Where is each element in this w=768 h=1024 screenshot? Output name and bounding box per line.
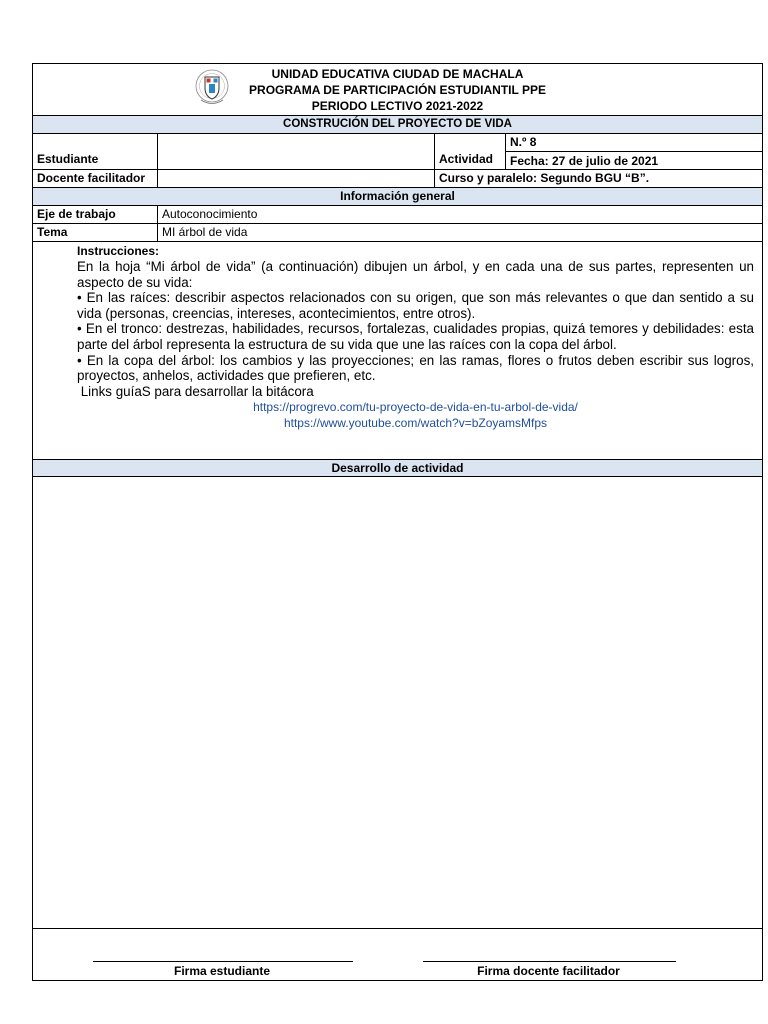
- teacher-field[interactable]: [158, 170, 435, 187]
- topic-value: MI árbol de vida: [162, 225, 248, 239]
- teacher-signature-label: Firma docente facilitador: [477, 964, 620, 978]
- general-info-title: Información general: [33, 188, 762, 206]
- teacher-label: Docente facilitador: [33, 170, 158, 187]
- student-signature-line: [93, 961, 353, 962]
- student-field[interactable]: [158, 134, 435, 169]
- student-signature-label: Firma estudiante: [173, 964, 271, 978]
- development-area[interactable]: [33, 477, 762, 929]
- instructions: [77, 244, 754, 431]
- links-label: Links guíaS para desarrollar la bitácora: [77, 383, 314, 399]
- development-title: Desarrollo de actividad: [33, 459, 762, 477]
- activity-number: N.º 8: [506, 134, 762, 152]
- school-name: UNIDAD EDUCATIVA CIUDAD DE MACHALA: [271, 67, 524, 81]
- instructions-crown: • En la copa del árbol: los cambios y las proyecciones; en las ramas, flores o frutos deben escribir sus logros, proyectos, anhelos, actividades que prefieren, etc.: [77, 352, 754, 384]
- axis-label: Eje de trabajo: [33, 206, 158, 223]
- activity-form: [32, 63, 763, 981]
- instructions-intro: En la hoja “Mi árbol de vida” (a continuación) dibujen un árbol, y en cada una de sus partes, representen un aspecto de su vida:: [77, 259, 754, 290]
- course-info: Curso y paralelo: Segundo BGU “B”.: [439, 171, 650, 185]
- teacher-row: [33, 170, 762, 188]
- axis-value: Autoconocimiento: [162, 207, 258, 221]
- instructions-roots: • En las raíces: describir aspectos relacionados con su origen, que son más relevantes o que dan sentido a su vida (personas, creencias, intereses, acontecimientos, entre otros).: [77, 290, 754, 321]
- topic-row: [33, 224, 762, 242]
- student-row: [33, 134, 762, 170]
- topic-label: Tema: [33, 224, 158, 241]
- axis-row: [33, 206, 762, 224]
- header-titles: [33, 66, 762, 114]
- activity-details: [506, 134, 762, 169]
- instructions-title: Instrucciones:: [77, 244, 160, 258]
- link-progrevo[interactable]: https://progrevo.com/tu-proyecto-de-vida-en-tu-arbol-de-vida/: [253, 400, 578, 415]
- activity-date: Fecha: 27 de julio de 2021: [510, 154, 659, 168]
- teacher-signature-line: [423, 961, 676, 962]
- activity-label: Actividad: [435, 134, 506, 169]
- school-period: PERIODO LECTIVO 2021-2022: [311, 99, 484, 113]
- program-name: PROGRAMA DE PARTICIPACIÓN ESTUDIANTIL PPE: [249, 83, 546, 97]
- form-header: [33, 64, 762, 116]
- section-title: CONSTRUCIÓN DEL PROYECTO DE VIDA: [33, 116, 762, 134]
- instructions-trunk: • En el tronco: destrezas, habilidades, recursos, fortalezas, cualidades propias, quizá temores y debilidades: esta parte del árbol representa la estructura de su vida que une las raíces con la copa del árbol.: [77, 321, 754, 352]
- student-label: Estudiante: [33, 134, 158, 169]
- link-youtube[interactable]: https://www.youtube.com/watch?v=bZoyamsMfps: [283, 416, 548, 431]
